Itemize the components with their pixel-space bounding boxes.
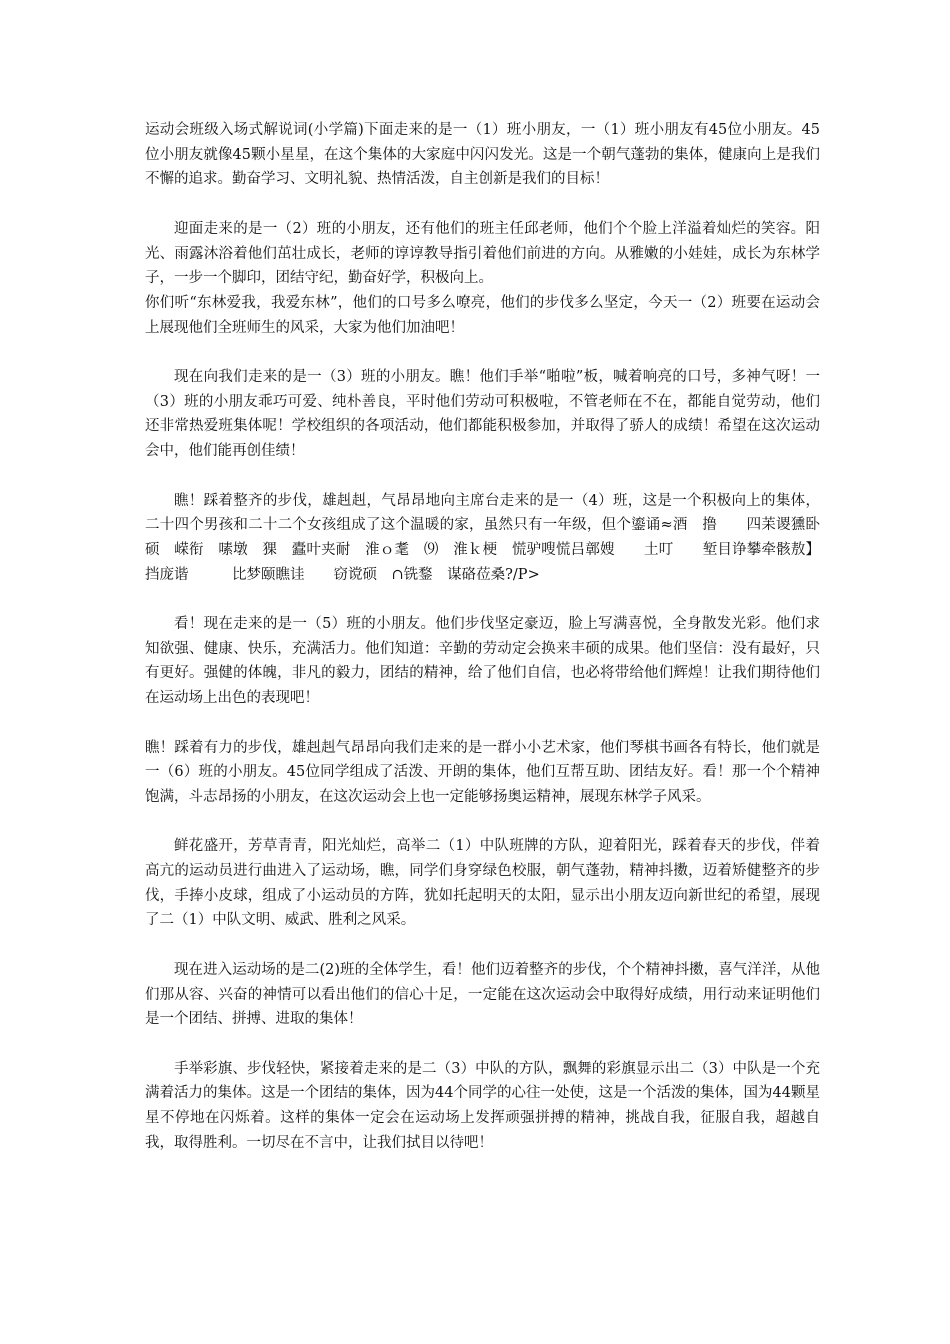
paragraph-line: 迎面走来的是一（2）班的小朋友，还有他们的班主任邱老师，他们个个脸上洋溢着灿烂的笑容。阳光、雨露沐浴着他们茁壮成长，老师的谆谆教导指引着他们前进的方向。从雅嫩的小娃娃，成长为东林学子，一步一个脚印，团结守纪，勤奋好学，积极向上。 — [145, 220, 820, 287]
paragraph-line: 瞧！踩着整齐的步伐，雄赳赳，气昂昂地向主席台走来的是一（4）班，这是一个积极向上的集体，二十四个男孩和二十二个女孩组成了这个温暖的家，虽然只有一年级，但个鎏诵≈酒 撸 四苿谡獯卧硕 嵘衔 嗉墩 猓 蠹叶夹耐 淮ｏ耄 ⑼ 淮ｋ梗 慌驴嗖慌吕鄣嫂 土叮 堑目诤攀牵骸敖】挡庞谐 比梦颐瞧诖 窃谠硕 ∩铣鍪 谋硌莅桑?/P> — [145, 492, 820, 583]
paragraph-line: 现在向我们走来的是一（3）班的小朋友。瞧！他们手举“啪啦”板，喊着响亮的口号，多神气呀！一（3）班的小朋友乖巧可爱、纯朴善良，平时他们劳动可积极啦，不管老师在不在，都能自觉劳动，他们还非常热爱班集体呢！学校组织的各项活动，他们都能积极参加，并取得了骄人的成绩！希望在这次运动会中，他们能再创佳绩！ — [145, 369, 820, 460]
paragraph-9 — [145, 1057, 820, 1156]
paragraph-2 — [145, 217, 820, 291]
paragraph-3 — [145, 365, 820, 464]
paragraph-line: 现在进入运动场的是二(2)班的全体学生，看！他们迈着整齐的步伐，个个精神抖擞，喜气洋洋，从他们那从容、兴奋的神情可以看出他们的信心十足，一定能在这次运动会中取得好成绩，用行动来证明他们是一个团结、拼搏、进取的集体！ — [145, 961, 820, 1028]
document-body — [145, 118, 820, 1180]
paragraph-line: 运动会班级入场式解说词(小学篇)下面走来的是一（1）班小朋友，一（1）班小朋友有45位小朋友。45位小朋友就像45颗小星星，在这个集体的大家庭中闪闪发光。这是一个朝气蓬勃的集体，健康向上是我们不懈的追求。勤奋学习、文明礼貌、热情活泼，自主创新是我们的目标！ — [145, 122, 820, 188]
paragraph-6 — [145, 736, 820, 810]
paragraph-line: 手举彩旗、步伐轻快，紧接着走来的是二（3）中队的方队，飘舞的彩旗显示出二（3）中队是一个充满着活力的集体。这是一个团结的集体，因为44个同学的心往一处使，这是一个活泼的集体，国为44颗星星不停地在闪烁着。这样的集体一定会在运动场上发挥顽强拼搏的精神，挑战自我，征服自我，超越自我，取得胜利。一切尽在不言中，让我们拭目以待吧！ — [145, 1060, 820, 1151]
paragraph-1 — [145, 118, 820, 192]
paragraph-2-continued — [145, 291, 820, 340]
paragraph-7 — [145, 834, 820, 933]
paragraph-line: 鲜花盛开，芳草青青，阳光灿烂，高举二（1）中队班牌的方队，迎着阳光，踩着春天的步伐，伴着高亢的运动员进行曲进入了运动场，瞧，同学们身穿绿色校服，朝气蓬勃，精神抖擞，迈着矫健整齐的步伐，手捧小皮球，组成了小运动员的方阵，犹如托起明天的太阳，显示出小朋友迈向新世纪的希望，展现了二（1）中队文明、威武、胜利之风采。 — [145, 838, 820, 929]
paragraph-line: 看！现在走来的是一（5）班的小朋友。他们步伐坚定豪迈，脸上写满喜悦，全身散发光彩。他们求知欲强、健康、快乐，充满活力。他们知道：辛勤的劳动定会换来丰硕的成果。他们坚信：没有最好，只有更好。强健的体魄，非凡的毅力，团结的精神，给了他们自信，也必将带给他们辉煌！让我们期待他们在运动场上出色的表现吧！ — [145, 616, 820, 707]
paragraph-5 — [145, 612, 820, 711]
paragraph-4 — [145, 489, 820, 588]
paragraph-8 — [145, 958, 820, 1032]
paragraph-line: 瞧！踩着有力的步伐，雄赳赳气昂昂向我们走来的是一群小小艺术家，他们琴棋书画各有特长，他们就是一（6）班的小朋友。45位同学组成了活泼、开朗的集体，他们互帮互助、团结友好。看！那一个个精神饱满，斗志昂扬的小朋友，在这次运动会上也一定能够扬奥运精神，展现东林学子风采。 — [145, 739, 820, 805]
paragraph-line: 你们听“东林爱我，我爱东林”，他们的口号多么嘹亮，他们的步伐多么坚定，今天一（2）班要在运动会上展现他们全班师生的风采，大家为他们加油吧！ — [145, 294, 820, 336]
